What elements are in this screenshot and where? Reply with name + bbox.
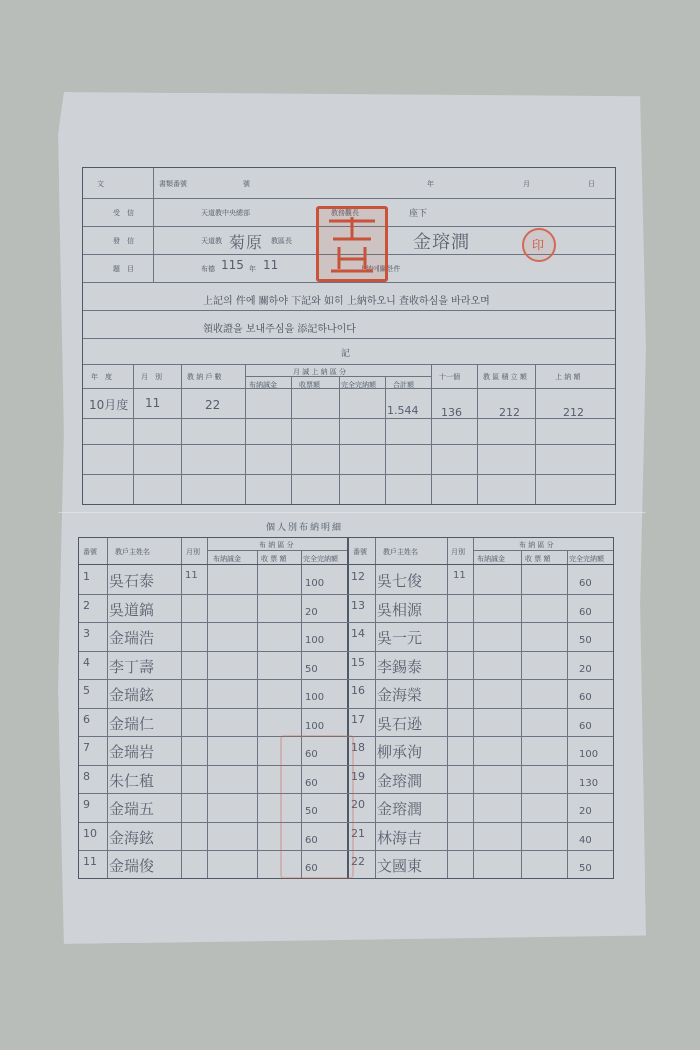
- detail-no: 22: [351, 855, 365, 868]
- recipient-title: 教務觀長: [331, 209, 359, 217]
- subject-label: 題 目: [113, 265, 134, 273]
- detail-name: 金瑞俊: [109, 857, 155, 875]
- detail-section-title: 個人別布納明細: [266, 523, 344, 533]
- summary-col-eleven: 十一個: [439, 373, 460, 381]
- official-red-seal: [316, 206, 388, 282]
- detail-no: 20: [351, 798, 365, 811]
- detail-amount: 60: [579, 720, 592, 732]
- detail-no: 4: [83, 655, 90, 669]
- date-day-label: 日: [588, 180, 595, 188]
- sender-org: 天道教: [201, 237, 222, 245]
- subject-year-label: 年: [249, 265, 256, 273]
- subject-month: 11: [263, 258, 279, 272]
- detail-no: 8: [83, 769, 90, 783]
- detail-amount: 60: [579, 578, 592, 589]
- detail-no: 21: [351, 826, 365, 840]
- body-line-1: 上記의 件에 關하야 下記와 如히 上納하오니 査收하심을 바라오며: [203, 296, 490, 307]
- subject-prefix: 布德: [201, 265, 215, 273]
- summary-sub-4: 合計額: [393, 381, 414, 389]
- detail-name: 文國東: [377, 857, 423, 875]
- recipient-value: 天道教中央總部: [201, 209, 250, 217]
- summary-col-reserve: 教 區 積 立 額: [483, 373, 527, 381]
- summary-total-value: 1.544: [387, 404, 419, 417]
- detail-sub-left-3: 完全完納額: [303, 555, 338, 563]
- detail-no: 2: [83, 598, 90, 612]
- summary-col-month: 月 別: [141, 373, 162, 381]
- detail-name: 金海鉉: [109, 828, 155, 847]
- summary-eleven-value: 136: [441, 406, 462, 419]
- summary-reserve-value: 212: [499, 406, 520, 419]
- detail-name: 金瑞浩: [109, 629, 155, 647]
- summary-year-value: 10月度: [89, 398, 129, 412]
- recipient-label: 受 信: [113, 209, 134, 217]
- detail-name: 朱仁稙: [109, 771, 155, 790]
- detail-name: 吳道鎬: [109, 600, 155, 619]
- personal-seal: [522, 228, 556, 262]
- detail-amount: 60: [579, 692, 592, 703]
- detail-amount: 100: [305, 578, 325, 589]
- detail-name: 金瑢潤: [377, 800, 423, 818]
- subject-year: 115: [221, 258, 244, 272]
- detail-h-month-right: 月別: [451, 548, 465, 556]
- detail-name: 吳一元: [377, 629, 423, 647]
- detail-month: 11: [453, 570, 466, 581]
- detail-no: 12: [351, 570, 365, 583]
- detail-h-name-right: 教戶主姓名: [383, 548, 418, 556]
- detail-no: 15: [351, 655, 365, 669]
- row-divider: [79, 679, 613, 680]
- date-year-label: 年: [427, 180, 434, 188]
- detail-amount: 50: [305, 663, 318, 675]
- detail-h-class-left: 布 納 區 分: [259, 541, 294, 549]
- detail-name: 吳石泰: [109, 572, 155, 590]
- detail-name: 吳七俊: [377, 572, 423, 590]
- doc-col1-label: 文: [97, 180, 104, 188]
- subject-text: 上納에關한件: [359, 265, 401, 273]
- detail-no: 3: [83, 627, 90, 640]
- detail-name: 金海榮: [377, 686, 423, 704]
- detail-amount: 20: [305, 606, 318, 618]
- summary-col-remit: 上 納 額: [555, 373, 581, 381]
- detail-sub-right-3: 完全完納額: [569, 555, 604, 563]
- detail-name: 林海吉: [377, 828, 423, 847]
- summary-households-value: 22: [205, 398, 221, 412]
- detail-sub-left-2: 收 票 額: [261, 555, 287, 563]
- row-divider: [79, 622, 613, 623]
- detail-name: 金瑞仁: [109, 714, 155, 733]
- faint-seal-mark: [280, 735, 354, 879]
- detail-sub-right-1: 布納誠金: [477, 555, 505, 563]
- summary-col-monthly: 月 誠 上 納 區 分: [293, 368, 347, 376]
- detail-no: 18: [351, 741, 365, 754]
- detail-name: 金瑞岩: [109, 743, 155, 761]
- detail-name: 吳石逊: [377, 714, 423, 733]
- detail-no: 5: [83, 684, 90, 697]
- recipient-suffix: 座下: [409, 209, 428, 219]
- detail-amount: 50: [579, 635, 592, 646]
- detail-amount: 50: [305, 806, 318, 817]
- detail-no: 6: [83, 712, 90, 726]
- summary-sub-2: 收票額: [299, 381, 320, 389]
- summary-sub-3: 完全完納額: [341, 381, 376, 389]
- row-divider: [79, 708, 613, 709]
- doc-number-label: 書類番號: [159, 180, 187, 188]
- sender-place: 菊原: [229, 233, 264, 252]
- detail-name: 李錫泰: [377, 657, 423, 676]
- personal-seal-text: 印: [532, 238, 545, 252]
- detail-h-no-left: 番號: [83, 548, 97, 556]
- detail-amount: 60: [305, 749, 318, 760]
- detail-month: 11: [185, 570, 198, 581]
- sender-title: 教區長: [271, 237, 292, 245]
- detail-amount: 60: [305, 863, 318, 874]
- detail-amount: 20: [579, 663, 592, 675]
- detail-name: 李丁壽: [109, 657, 155, 676]
- detail-no: 17: [351, 712, 365, 726]
- sender-name: 金瑢澗: [413, 232, 470, 253]
- detail-name: 金瑞鉉: [109, 686, 155, 704]
- detail-sub-left-1: 布納誠金: [213, 555, 241, 563]
- detail-amount: 100: [305, 720, 325, 732]
- detail-h-month-left: 月別: [186, 548, 200, 556]
- detail-no: 7: [83, 741, 90, 754]
- paper-fold: [58, 512, 646, 513]
- detail-sub-right-2: 收 票 額: [525, 555, 551, 563]
- detail-h-class-right: 布 納 區 分: [519, 541, 554, 549]
- detail-name: 柳承洵: [377, 743, 423, 761]
- detail-amount: 130: [579, 777, 599, 789]
- detail-amount: 60: [305, 777, 318, 789]
- detail-no: 14: [351, 627, 365, 640]
- detail-h-no-right: 番號: [353, 548, 367, 556]
- sender-label: 發 信: [113, 237, 134, 245]
- detail-h-name-left: 教戶主姓名: [115, 548, 150, 556]
- summary-col-year: 年 度: [91, 373, 112, 381]
- summary-month-value: 11: [145, 396, 161, 410]
- row-divider: [79, 651, 613, 652]
- detail-no: 10: [83, 826, 97, 840]
- detail-name: 吳相源: [377, 600, 423, 619]
- detail-name: 金瑞五: [109, 800, 155, 818]
- detail-amount: 60: [305, 834, 318, 846]
- doc-number-mark: 號: [243, 180, 250, 188]
- summary-col-households: 教 納 戶 數: [187, 373, 222, 381]
- detail-no: 16: [351, 684, 365, 697]
- detail-amount: 100: [579, 749, 599, 760]
- detail-amount: 100: [305, 635, 325, 646]
- notes-heading: 記: [341, 349, 351, 359]
- summary-remit-value: 212: [563, 406, 584, 419]
- body-line-2: 領收證을 보내주심을 添記하나이다: [203, 324, 356, 335]
- detail-amount: 20: [579, 806, 592, 817]
- detail-amount: 60: [579, 606, 592, 618]
- detail-no: 19: [351, 769, 365, 783]
- detail-amount: 100: [305, 692, 325, 703]
- row-divider: [79, 594, 613, 595]
- detail-amount: 50: [579, 863, 592, 874]
- detail-no: 1: [83, 570, 90, 583]
- detail-no: 9: [83, 798, 90, 811]
- summary-sub-1: 布納誠金: [249, 381, 277, 389]
- detail-no: 13: [351, 598, 365, 612]
- date-month-label: 月: [523, 180, 530, 188]
- detail-no: 11: [83, 855, 97, 868]
- detail-amount: 40: [579, 834, 592, 846]
- detail-name: 金瑢澗: [377, 771, 423, 790]
